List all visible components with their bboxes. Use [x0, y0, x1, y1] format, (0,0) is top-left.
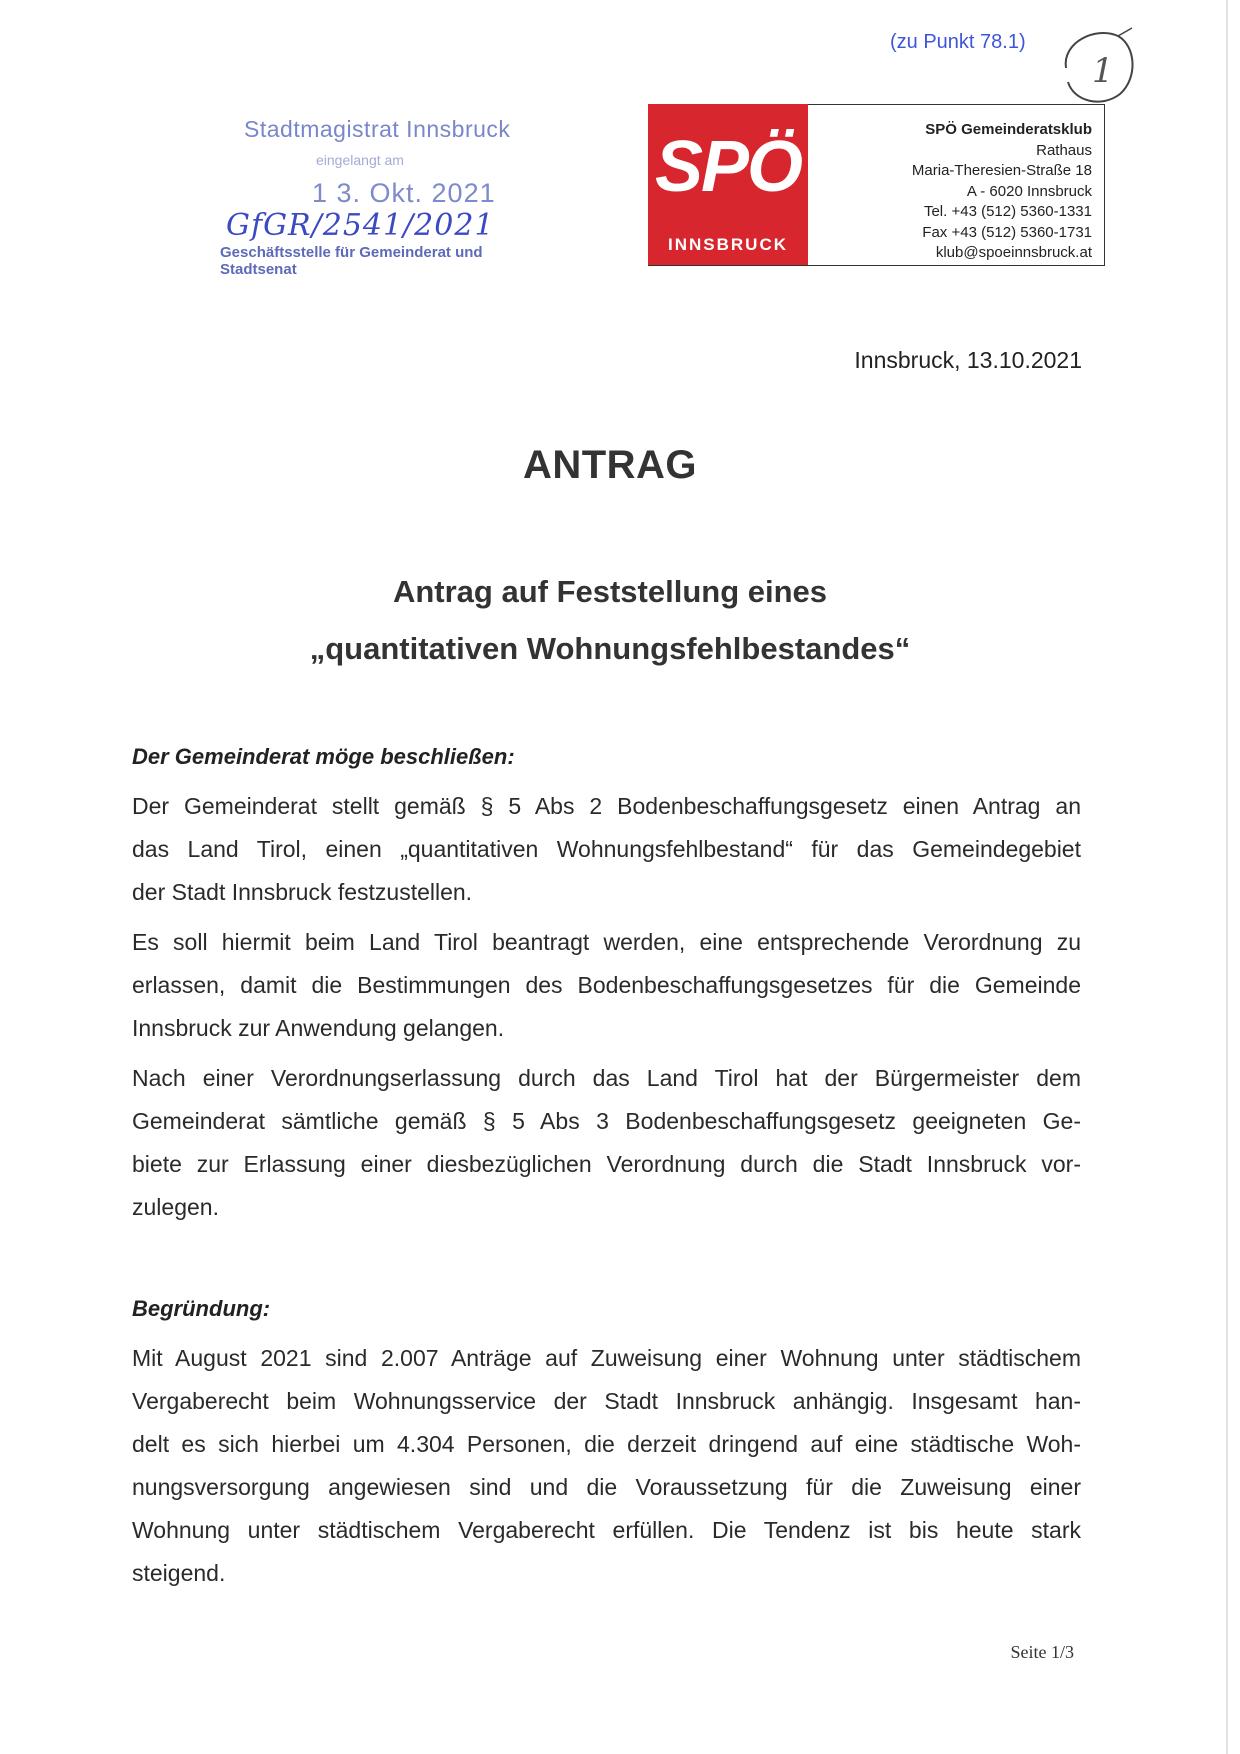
- stamp-date: 1 3. Okt. 2021: [312, 178, 496, 208]
- text-line: Wohnung unter städtischem Vergaberecht erfüllen. Die Tendenz ist bis heute stark: [132, 1517, 1081, 1543]
- text-line: das Land Tirol, einen „quantitativen Wohnungsfehlbestand“ für das Gemeindegebiet: [132, 836, 1081, 862]
- motion-paragraph-3: [132, 1057, 1081, 1229]
- text-line: erlassen, damit die Bestimmungen des Bodenbeschaffungsgesetzes für die Gemeinde: [132, 972, 1081, 998]
- reasoning-paragraph: [132, 1337, 1081, 1595]
- document-title: ANTRAG: [522, 443, 698, 487]
- address-building: Rathaus: [1036, 141, 1092, 159]
- text-line: Der Gemeinderat stellt gemäß § 5 Abs 2 Bodenbeschaffungsgesetz einen Antrag an: [132, 793, 1081, 819]
- stamp-handwritten-number: GfGR/2541/2021: [226, 208, 495, 243]
- page-edge-shadow: [1226, 0, 1228, 1754]
- address-fax: Fax +43 (512) 5360-1731: [922, 223, 1092, 241]
- text-line: Es soll hiermit beim Land Tirol beantragt werden, eine entsprechende Verordnung zu: [132, 929, 1081, 955]
- logo-main-text: SPÖ: [654, 127, 802, 207]
- text-line: Mit August 2021 sind 2.007 Anträge auf Zuweisung einer Wohnung unter städtischem: [132, 1345, 1081, 1371]
- text-line: Innsbruck zur Anwendung gelangen.: [132, 1015, 505, 1041]
- reasoning-heading: Begründung:: [132, 1296, 271, 1321]
- subtitle-line-1: Antrag auf Feststellung eines: [392, 574, 828, 609]
- stamp-office: Geschäftsstelle für Gemeinderat und Stadtsenat: [220, 244, 483, 278]
- text-line: delt es sich hierbei um 4.304 Personen, die derzeit dringend auf eine städtische Woh-: [132, 1431, 1081, 1457]
- logo-sub-text: INNSBRUCK: [668, 235, 788, 254]
- text-line: Vergaberecht beim Wohnungsservice der Stadt Innsbruck anhängig. Insgesamt han-: [132, 1388, 1081, 1414]
- text-line: zulegen.: [132, 1194, 219, 1220]
- spoe-logo: [648, 104, 808, 265]
- page-number: Seite 1/3: [1010, 1642, 1074, 1662]
- sender-address: [912, 120, 1092, 264]
- address-club: SPÖ Gemeinderatsklub: [925, 121, 1092, 138]
- stamp-received-label: eingelangt am: [316, 152, 404, 168]
- text-line: nungsversorgung angewiesen sind und die Voraussetzung für die Zuweisung einer: [132, 1474, 1081, 1500]
- stamp-authority: Stadtmagistrat Innsbruck: [244, 116, 511, 142]
- text-line: Gemeinderat sämtliche gemäß § 5 Abs 3 Bodenbeschaffungsgesetz geeigneten Ge-: [132, 1108, 1081, 1134]
- motion-paragraph-2: [132, 921, 1081, 1050]
- motion-paragraph-1: [132, 785, 1081, 914]
- address-email: klub@spoeinnsbruck.at: [935, 244, 1092, 261]
- subtitle-line-2: „quantitativen Wohnungsfehlbestandes“: [309, 631, 911, 666]
- reference-note: (zu Punkt 78.1): [890, 31, 1026, 53]
- text-line: der Stadt Innsbruck festzustellen.: [132, 879, 473, 905]
- handwritten-circle-mark: [1056, 22, 1138, 110]
- address-city: A - 6020 Innsbruck: [966, 182, 1092, 200]
- receipt-stamp: [220, 116, 556, 278]
- text-line: biete zur Erlassung einer diesbezüglichen Verordnung durch die Stadt Innsbruck vor-: [132, 1151, 1081, 1177]
- text-line: Nach einer Verordnungserlassung durch das Land Tirol hat der Bürgermeister dem: [132, 1065, 1081, 1091]
- address-street: Maria-Theresien-Straße 18: [911, 162, 1092, 179]
- address-tel: Tel. +43 (512) 5360-1331: [923, 203, 1092, 220]
- document-date: Innsbruck, 13.10.2021: [854, 347, 1082, 373]
- motion-heading: Der Gemeinderat möge beschließen:: [132, 744, 515, 769]
- circle-mark-number: 1: [1092, 51, 1114, 91]
- text-line: steigend.: [132, 1560, 226, 1586]
